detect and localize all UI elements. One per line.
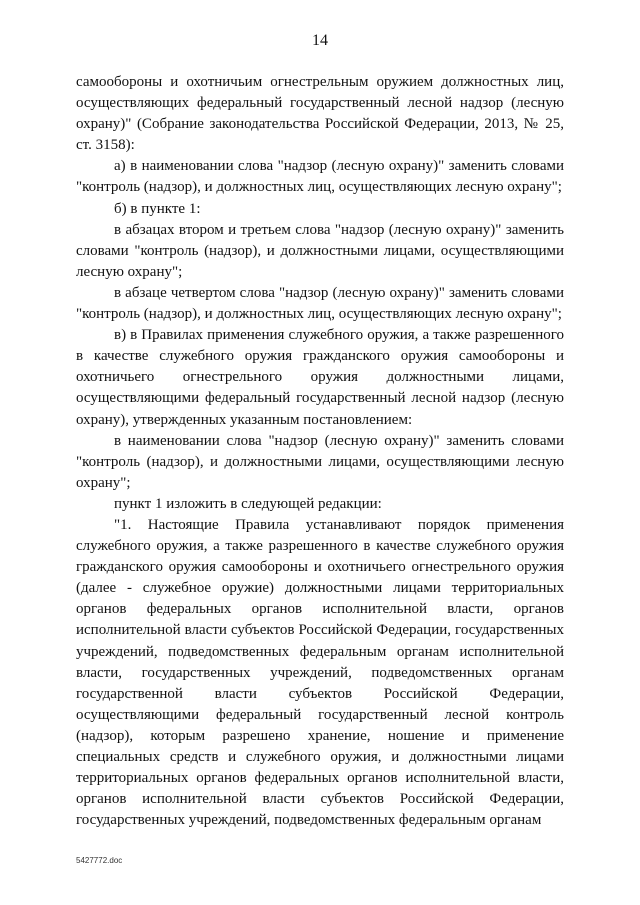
footer-file-name: 5427772.doc [76, 856, 123, 865]
paragraph-paragraph-four: в абзаце четвертом слова "надзор (лесную охрану)" заменить словами "контроль (надзор), и должностных лиц, осуществляющих лесную охрану"; [76, 284, 564, 323]
paragraph-title-change: в наименовании слова "надзор (лесную охрану)" заменить словами "контроль (надзор), и должностными лицами, осуществляющими лесную охрану"; [76, 432, 564, 491]
paragraph-item-v: в) в Правилах применения служебного оружия, а также разрешенного в качестве служебного оружия гражданского оружия самообороны и охотничьего огнестрельного оружия должностными лицами, осуществляющими федеральный государственный лесной надзор (лесную охрану), утвержденных указанным постановлением: [76, 327, 564, 428]
page-number: 14 [312, 32, 328, 49]
paragraph-continuation: самообороны и охотничьим огнестрельным оружием должностных лиц, осуществляющих федеральный государственный лесной надзор (лесную охрану)" (Собрание законодательства Российской Федерации, 2013, № 25, ст. 3158): [76, 74, 564, 154]
paragraph-item-b: б) в пункте 1: [114, 200, 201, 217]
paragraph-paragraphs-two-three: в абзацах втором и третьем слова "надзор (лесную охрану)" заменить словами "контроль (надзор), и должностными лицами, осуществляющими лесную охрану"; [76, 221, 564, 280]
paragraph-item-a: а) в наименовании слова "надзор (лесную охрану)" заменить словами "контроль (надзор), и должностных лиц, осуществляющих лесную охрану"; [76, 158, 564, 196]
paragraph-point-one-text: "1. Настоящие Правила устанавливают порядок применения служебного оружия, а также разрешенного в качестве служебного оружия гражданского оружия самообороны и охотничьего огнестрельного оружия (далее - служебное оружие) должностными лицами территориальных органов федеральных органов исполнительной власти, органов исполнительной власти субъектов Российской Федерации, государственных учреждений, подведомственных федеральным органам исполнительной власти, государственных учреждений, подведомственных органам государственной власти субъектов Российской Федерации, осуществляющими федеральный государственный лесной контроль (надзор), которым разрешено хранение, ношение и применение специальных средств и служебного оружия, и должностными лицами территориальных органов федеральных органов исполнительной власти, органов исполнительной власти субъектов Российской Федерации, государственных учреждений, подведомственных федеральным органам [76, 516, 564, 829]
paragraph-point-one-intro: пункт 1 изложить в следующей редакции: [114, 495, 382, 512]
document-body [76, 72, 564, 831]
